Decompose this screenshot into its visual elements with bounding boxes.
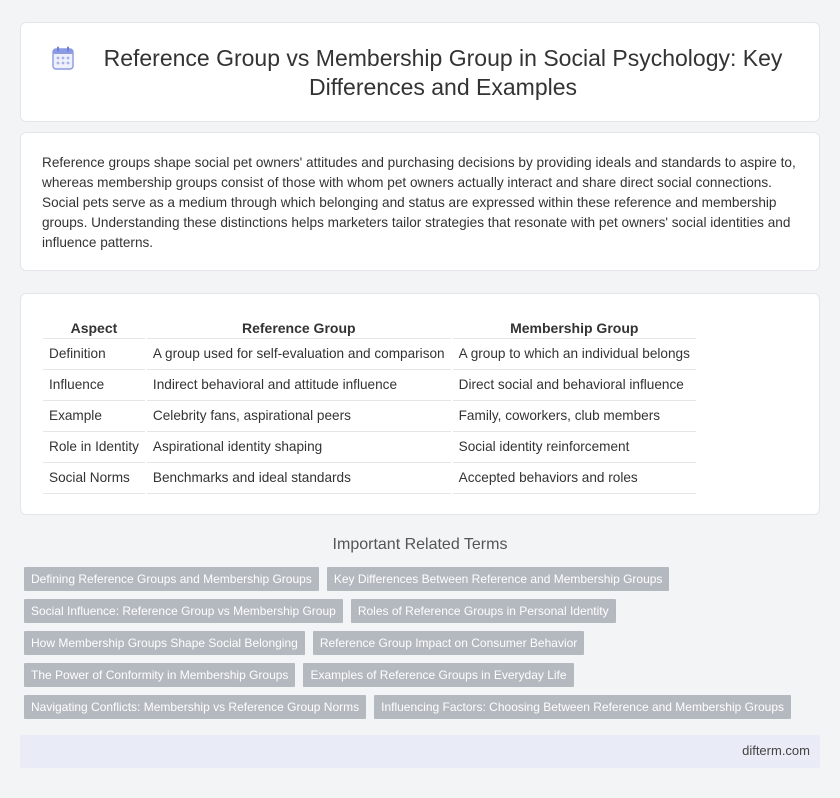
related-term-tag[interactable]: Key Differences Between Reference and Membership Groups	[327, 567, 670, 591]
table-cell: Influence	[43, 370, 146, 401]
related-term-tag[interactable]: Defining Reference Groups and Membership Groups	[24, 567, 319, 591]
footer	[20, 735, 820, 768]
table-cell: Social Norms	[43, 463, 146, 494]
table-row	[43, 432, 696, 463]
footer-site-link[interactable]: difterm.com	[742, 743, 810, 758]
title-card	[20, 22, 820, 122]
related-term-tag[interactable]: Social Influence: Reference Group vs Membership Group	[24, 599, 343, 623]
tag-row	[24, 631, 824, 655]
tag-row	[24, 599, 824, 623]
column-header: Reference Group	[146, 316, 452, 339]
related-term-tag[interactable]: Examples of Reference Groups in Everyday Life	[303, 663, 573, 687]
tag-row	[24, 567, 824, 591]
table-row	[43, 370, 696, 401]
table-header-row	[43, 316, 696, 339]
related-term-tag[interactable]: Reference Group Impact on Consumer Behavior	[313, 631, 584, 655]
calendar-icon	[52, 46, 74, 70]
table-cell: Definition	[43, 339, 146, 370]
related-terms-heading: Important Related Terms	[332, 536, 508, 553]
table-cell: Role in Identity	[43, 432, 146, 463]
related-term-tag[interactable]: Roles of Reference Groups in Personal Identity	[351, 599, 616, 623]
table-cell: Celebrity fans, aspirational peers	[146, 401, 452, 432]
related-term-tag[interactable]: Navigating Conflicts: Membership vs Reference Group Norms	[24, 695, 366, 719]
table-cell: Family, coworkers, club members	[452, 401, 696, 432]
page-title: Reference Group vs Membership Group in Social Psychology: Key Differences and Examples	[103, 45, 783, 100]
related-terms-list	[24, 567, 824, 727]
table-cell: Accepted behaviors and roles	[452, 463, 696, 494]
table-cell: Aspirational identity shaping	[146, 432, 452, 463]
tag-row	[24, 663, 824, 687]
related-term-tag[interactable]: Influencing Factors: Choosing Between Reference and Membership Groups	[374, 695, 791, 719]
table-cell: Social identity reinforcement	[452, 432, 696, 463]
table-cell: Example	[43, 401, 146, 432]
table-row	[43, 339, 696, 370]
table-cell: A group to which an individual belongs	[452, 339, 696, 370]
related-term-tag[interactable]: How Membership Groups Shape Social Belonging	[24, 631, 305, 655]
table-row	[43, 463, 696, 494]
comparison-table-card	[20, 293, 820, 515]
table-cell: Direct social and behavioral influence	[452, 370, 696, 401]
comparison-table	[43, 316, 696, 494]
table-cell: A group used for self-evaluation and comparison	[146, 339, 452, 370]
table-row	[43, 401, 696, 432]
related-term-tag[interactable]: The Power of Conformity in Membership Groups	[24, 663, 295, 687]
intro-paragraph: Reference groups shape social pet owners' attitudes and purchasing decisions by providing ideals and standards to aspire to, whereas membership groups consist of those with whom pet owners actually interact and share direct social connections. Social pets serve as a medium through which belonging and status are expressed within these reference and membership groups. Understanding these distinctions helps marketers tailor strategies that resonate with pet owners' social identities and influence patterns.	[42, 155, 796, 250]
intro-card	[20, 132, 820, 271]
table-cell: Indirect behavioral and attitude influence	[146, 370, 452, 401]
column-header: Aspect	[43, 316, 146, 339]
table-cell: Benchmarks and ideal standards	[146, 463, 452, 494]
column-header: Membership Group	[452, 316, 696, 339]
tag-row	[24, 695, 824, 719]
